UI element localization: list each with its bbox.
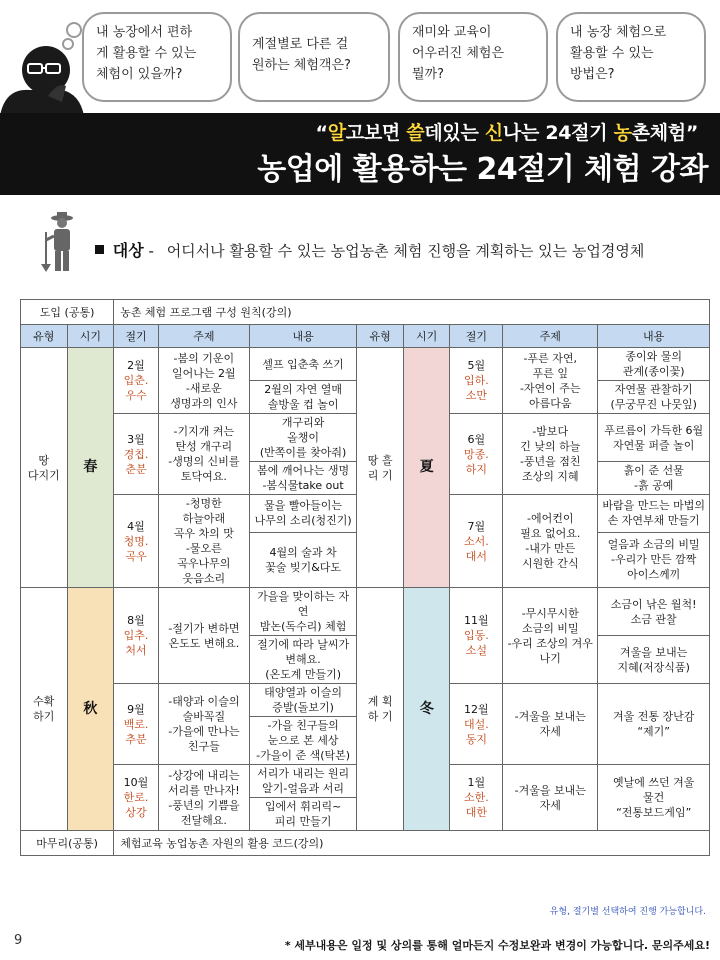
subtitle: “알고보면 쓸데있는 신나는 24절기 농촌체험” [315,122,698,144]
content-cell: 바람을 만드는 마법의 손 자연부채 만들기 [598,495,710,533]
topic-cell: -밤보다 긴 낮의 하늘 -풍년을 점친 조상의 지혜 [503,414,598,495]
header-banner [0,0,720,196]
content-cell: 흙이 준 선물 -흙 공예 [598,462,710,495]
type-cell: 땅 흘 리 기 [357,348,404,588]
type-cell: 계 획 하 기 [357,588,404,831]
topic-cell: -겨울을 보내는 자세 [503,765,598,831]
season-cell: 秋 [67,588,114,831]
solar-term: 한로. 상강 [123,791,149,819]
topic-cell: -무시무시한 소금의 비밀 -우리 조상의 겨우 나기 [503,588,598,684]
month-label: 8월 [127,614,145,627]
solar-term: 대설. 동지 [463,717,489,746]
col-header: 내용 [249,325,356,348]
month-cell [114,588,159,684]
content-cell: 겨울을 보내는 지혜(저장식품) [598,636,710,684]
solar-term: 경칩. 춘분 [123,447,149,476]
month-cell [114,414,159,495]
content-cell: 종이와 물의 관계(종이꽃) [598,348,710,381]
topic-cell: -태양과 이슬의 술바꼭질 -가을에 만나는 친구들 [158,684,249,765]
col-header: 시기 [403,325,450,348]
content-cell: 가을을 맞이하는 자연 밤논(독수리) 체험 [249,588,356,636]
page-title: 농업에 활용하는 24절기 체험 강좌 [257,152,708,187]
col-header: 절기 [450,325,503,348]
intro-label: 도입 (공통) [21,300,114,325]
topic-cell: -절기가 변하면 온도도 변해요. [158,588,249,684]
topic-cell: -푸른 자연, 푸른 잎 -자연이 주는 아름다움 [503,348,598,414]
content-cell: -가을 친구들의 눈으로 본 세상 -가을이 준 색(탁본) [249,717,356,765]
content-cell: 4월의 술과 차 꽃술 빚기&다도 [249,532,356,587]
content-cell: 봄에 깨어나는 생명 -봄식물take out [249,462,356,495]
thought-dot [66,22,82,38]
content-cell: 소금이 낚은 월척! 소금 관찰 [598,588,710,636]
month-cell [450,588,503,684]
month-cell [450,414,503,495]
month-cell [450,684,503,765]
topic-cell: -에어컨이 필요 없어요. -내가 만든 시원한 간식 [503,495,598,588]
content-cell: 입에서 휘리릭~ 피리 만들기 [249,798,356,831]
table-row [21,588,710,636]
col-header: 절기 [114,325,159,348]
month-cell [114,495,159,588]
solar-term: 백로. 추분 [123,717,149,746]
month-cell [114,684,159,765]
content-cell: 물을 빨아들이는 나무의 소리(청진기) [249,495,356,533]
month-label: 2월 [127,359,145,372]
col-header: 시기 [67,325,114,348]
outro-label: 마무리(공통) [21,831,114,856]
month-label: 7월 [467,519,486,533]
season-cell: 夏 [403,348,450,588]
content-cell: 셀프 입춘축 쓰기 [249,348,356,381]
solar-term: 망종. 하지 [463,447,489,476]
month-label: 12월 [464,702,489,716]
col-header: 주제 [503,325,598,348]
content-cell: 절기에 따라 날씨가 변해요. (온도계 만들기) [249,636,356,684]
topic-cell: -겨울을 보내는 자세 [503,684,598,765]
thought-bubble: 내 농장에서 편하 게 활용할 수 있는 체험이 있을까? [82,12,232,102]
month-cell [450,765,503,831]
month-label: 1월 [467,776,486,789]
thought-dot [62,38,74,50]
content-cell: 자연물 관찰하기 (무궁무진 나뭇잎) [598,381,710,414]
solar-term: 소서. 대서 [463,534,489,563]
month-label: 6월 [467,432,486,446]
month-label: 4월 [127,519,145,533]
farmer-icon [38,212,78,274]
bullet-square-icon [95,245,104,254]
disclaimer: * 세부내용은 일정 및 상의를 통해 얼마든지 수정보완과 변경이 가능합니다. 문의주세요! [284,939,710,952]
content-cell: 서리가 내리는 원리 알기-얼음과 서리 [249,765,356,798]
content-cell: 푸르름이 가득한 6월 자연물 퍼즐 놀이 [598,414,710,462]
content-cell: 옛날에 쓰던 겨울 물건 “전통보드게임” [598,765,710,831]
content-cell: 얼음과 소금의 비밀 -우리가 만든 깜짝 아이스께끼 [598,532,710,587]
month-label: 9월 [127,702,145,716]
col-header: 유형 [357,325,404,348]
content-cell: 개구리와 올챙이 (반쪽이를 찾아줘) [249,414,356,462]
topic-cell: -봄의 기운이 일어나는 2월 -새로운 생명과의 인사 [158,348,249,414]
solar-term: 입동. 소설 [463,629,489,657]
content-cell: 태양열과 이슬의 증발(돌보기) [249,684,356,717]
month-label: 3월 [127,432,145,446]
solar-term: 입추. 처서 [123,629,149,657]
table-row [21,348,710,381]
month-cell [114,348,159,414]
month-cell [450,348,503,414]
season-cell: 春 [67,348,114,588]
content-cell: 2월의 자연 열매 솔방울 컵 놀이 [249,381,356,414]
month-label: 10월 [123,776,149,789]
thought-bubble: 재미와 교육이 어우러진 체험은 뭘까? [398,12,548,102]
solar-term: 입하. 소만 [463,374,489,402]
topic-cell: -기지개 켜는 탄성 개구리 -생명의 신비를 토닥여요. [158,414,249,495]
month-label: 5월 [467,359,486,372]
solar-term: 입춘. 우수 [123,374,149,402]
solar-term: 소한. 대한 [463,791,489,819]
col-header: 유형 [21,325,68,348]
outro-text: 체험교육 농업농촌 자원의 활용 코드(강의) [114,831,710,856]
selection-note: 유형, 절기별 선택하여 진행 가능합니다. [549,907,706,917]
month-cell [114,765,159,831]
season-cell: 冬 [403,588,450,831]
col-header: 내용 [598,325,710,348]
header-row [21,325,710,348]
thought-bubble: 계절별로 다른 걸 원하는 체험객은? [238,12,390,102]
target-audience [95,238,644,261]
type-cell: 땅 다지기 [21,348,68,588]
target-dash: - [148,242,154,260]
thought-bubble: 내 농장 체험으로 활용할 수 있는 방법은? [556,12,706,102]
topic-cell: -상강에 내리는 서리를 만나자! -풍년의 기쁨을 전달해요. [158,765,249,831]
col-header: 주제 [158,325,249,348]
solar-term: 청명. 곡우 [123,534,149,563]
target-label: 대상 [112,241,144,260]
intro-row [21,300,710,325]
target-description: 어디서나 활용할 수 있는 농업농촌 체험 진행을 계획하는 있는 농업경영체 [166,242,645,260]
outro-row [21,831,710,856]
intro-text: 농촌 체험 프로그램 구성 원칙(강의) [114,300,710,325]
month-label: 11월 [464,614,489,627]
type-cell: 수확 하기 [21,588,68,831]
topic-cell: -청명한 하늘아래 곡우 차의 맛 -물오른 곡우나무의 웃음소리 [158,495,249,588]
month-cell [450,495,503,588]
content-cell: 겨울 전통 장난감 “제기” [598,684,710,765]
page-number: 9 [14,933,23,948]
program-table [20,299,710,856]
